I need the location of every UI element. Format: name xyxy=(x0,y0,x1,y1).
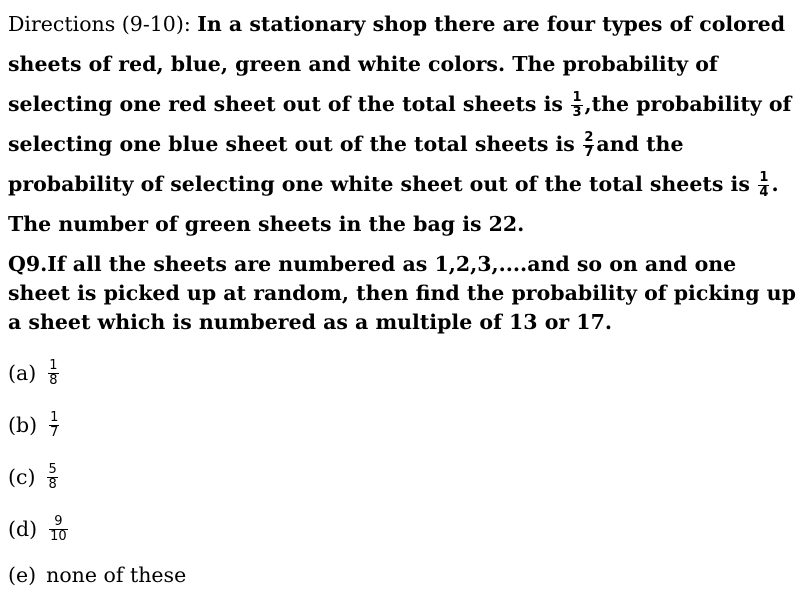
option-b-fraction xyxy=(49,411,59,440)
fraction-red xyxy=(571,91,582,120)
option-a xyxy=(8,347,803,399)
option-c-label: (c) xyxy=(8,465,36,489)
fraction-white-num: 1 xyxy=(759,170,769,185)
option-e xyxy=(8,555,803,595)
option-c-num: 5 xyxy=(48,461,57,477)
directions-text-2: ,the probability of selecting one blue sheet out of the total sheets is xyxy=(8,92,792,156)
option-d-num: 9 xyxy=(49,515,68,530)
question-paragraph xyxy=(8,250,803,337)
option-b-label: (b) xyxy=(8,413,38,437)
directions-text-4: . The number of green sheets in the bag is 22. xyxy=(8,172,779,236)
fraction-blue xyxy=(583,131,594,160)
fraction-white-den: 4 xyxy=(759,185,769,200)
option-e-text: none of these xyxy=(46,563,187,587)
option-c-fraction xyxy=(47,463,57,492)
fraction-red-den: 3 xyxy=(572,105,582,120)
option-a-label: (a) xyxy=(8,361,37,385)
directions-paragraph xyxy=(8,4,803,244)
fraction-blue-num: 2 xyxy=(584,130,594,145)
option-a-den: 8 xyxy=(49,372,58,388)
option-e-label: (e) xyxy=(8,563,37,587)
option-c xyxy=(8,451,803,503)
directions-text-3: and the probability of selecting one white sheet out of the total sheets is xyxy=(8,132,750,196)
option-d-fraction xyxy=(49,515,68,544)
option-a-num: 1 xyxy=(49,357,58,373)
question-text: Q9.If all the sheets are numbered as 1,2,3,....and so on and one sheet is picked up at random, then find the probability of picking up a sheet which is numbered as a multiple of 13 or 17. xyxy=(8,252,796,334)
directions-lead: Directions (9-10): xyxy=(8,12,191,36)
option-d-label: (d) xyxy=(8,517,38,541)
option-c-den: 8 xyxy=(48,476,57,492)
fraction-white xyxy=(758,171,769,200)
options-list xyxy=(8,347,803,595)
option-b xyxy=(8,399,803,451)
option-b-num: 1 xyxy=(50,409,59,425)
option-a-fraction xyxy=(48,359,58,388)
option-d-den: 10 xyxy=(50,528,67,544)
directions-text-1: In a stationary shop there are four types of colored sheets of red, blue, green and white colors. The probability of selecting one red sheet out of the total sheets is xyxy=(8,12,786,116)
option-d xyxy=(8,503,803,555)
fraction-red-num: 1 xyxy=(572,90,582,105)
fraction-blue-den: 7 xyxy=(584,145,594,160)
option-b-den: 7 xyxy=(50,424,59,440)
